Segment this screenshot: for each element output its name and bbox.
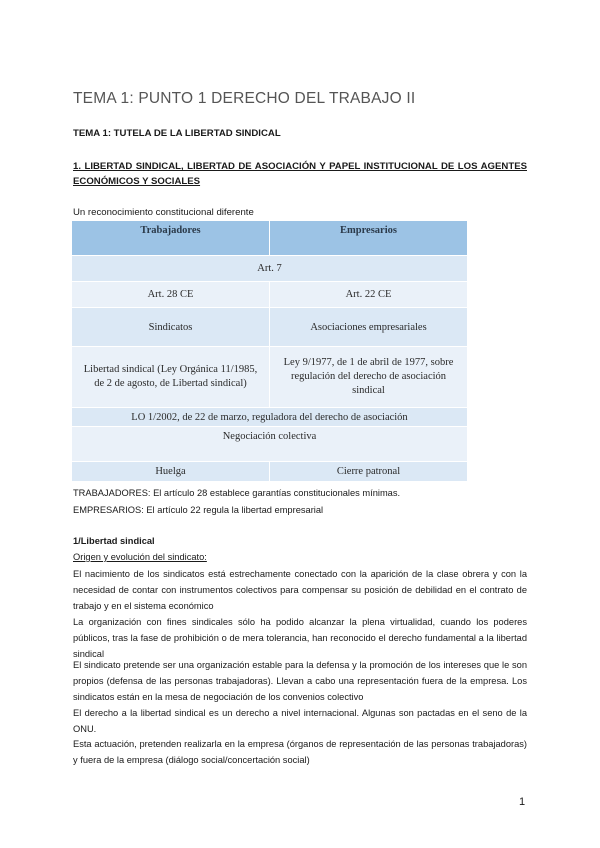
table-cell-asociaciones: Asociaciones empresariales xyxy=(270,308,468,347)
page-number: 1 xyxy=(519,796,526,808)
paragraph-1: El nacimiento de los sindicatos está estrechamente conectado con la aparición de la clase obrera y con la necesidad de contar con instrumentos colectivos para compensar su posición de debilidad en el contrato de trabajo y en el sistema económico xyxy=(73,569,527,611)
table-header-empresarios: Empresarios xyxy=(270,221,468,256)
comparison-table xyxy=(71,220,468,482)
paragraph-5: Esta actuación, pretenden realizarla en la empresa (órganos de representación de las personas trabajadoras) y fuera de la empresa (diálogo social/concertación social) xyxy=(73,739,527,765)
paragraph-3: El sindicato pretende ser una organización estable para la defensa y la promoción de los intereses que le son propios (defensa de las personas trabajadoras). Llevan a cabo una representación fuera de la empresa. Los sindicatos están en la mesa de negociación de los convenios colectivo xyxy=(73,660,527,702)
origin-heading: Origen y evolución del sindicato: xyxy=(73,552,207,562)
table-cell-sindicatos: Sindicatos xyxy=(72,308,270,347)
table-cell-huelga: Huelga xyxy=(72,462,270,482)
table-cell-art22: Art. 22 CE xyxy=(270,282,468,308)
table-cell-art7: Art. 7 xyxy=(72,256,468,282)
subsection-heading: 1/Libertad sindical xyxy=(73,536,155,546)
table-cell-ley-9-1977: Ley 9/1977, de 1 de abril de 1977, sobre regulación del derecho de asociación sindical xyxy=(270,347,468,408)
tema-heading: TEMA 1: TUTELA DE LA LIBERTAD SINDICAL xyxy=(73,128,281,139)
trabajadores-line: TRABAJADORES: El artículo 28 establece garantías constitucionales mínimas. xyxy=(73,488,401,498)
table-header-trabajadores: Trabajadores xyxy=(72,221,270,256)
table-caption: Un reconocimiento constitucional diferente xyxy=(73,207,254,218)
document-title: TEMA 1: PUNTO 1 DERECHO DEL TRABAJO II xyxy=(73,90,416,107)
section-heading: 1. LIBERTAD SINDICAL, LIBERTAD DE ASOCIACIÓN Y PAPEL INSTITUCIONAL DE LOS AGENTES ECONÓMICOS Y SOCIALES xyxy=(73,161,527,187)
table-cell-negociacion: Negociación colectiva xyxy=(72,427,468,462)
paragraph-4: El derecho a la libertad sindical es un derecho a nivel internacional. Algunas son pactadas en el seno de la ONU. xyxy=(73,708,527,734)
table-cell-lo-2002: LO 1/2002, de 22 de marzo, reguladora del derecho de asociación xyxy=(72,408,468,427)
table-cell-art28: Art. 28 CE xyxy=(72,282,270,308)
empresarios-line: EMPRESARIOS: El artículo 22 regula la libertad empresarial xyxy=(73,505,324,515)
table-cell-cierre: Cierre patronal xyxy=(270,462,468,482)
table-cell-ley-organica: Libertad sindical (Ley Orgánica 11/1985, de 2 de agosto, de Libertad sindical) xyxy=(72,347,270,408)
paragraph-2: La organización con fines sindicales sólo ha podido alcanzar la plena virtualidad, cuando los poderes públicos, tras la fase de prohibición o de mera tolerancia, han reconocido el derecho fundamental a la libertad sindical xyxy=(73,617,527,659)
